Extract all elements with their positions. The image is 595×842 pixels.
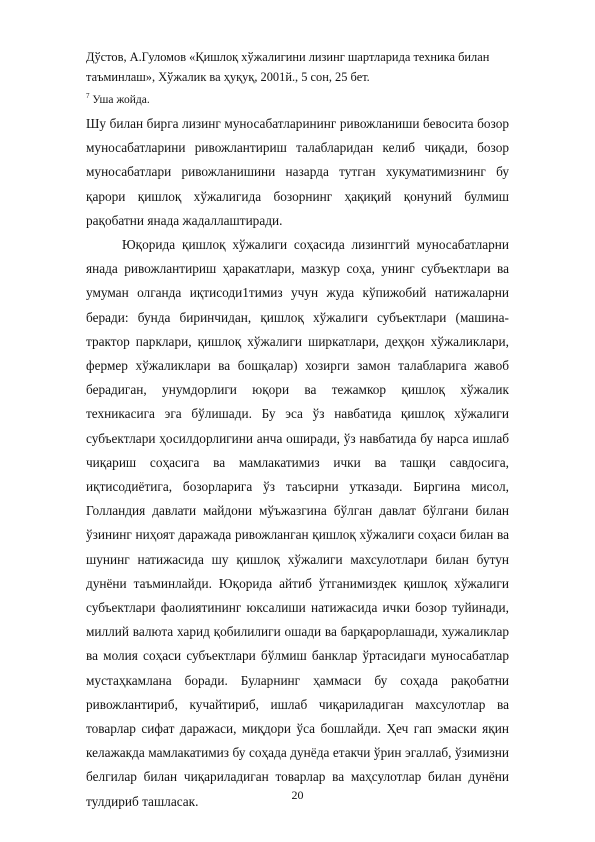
footnote-ibid (86, 91, 509, 110)
document-page (86, 47, 509, 814)
footnote-ibid-text: Уша жойда. (92, 94, 150, 106)
footnote-source-line-2: таъминлаш», Хўжалик ва ҳуқуқ, 2001й., 5 сон, 25 бет. (86, 70, 370, 84)
page-number: 20 (291, 788, 304, 802)
body-paragraph-1: Шу билан бирга лизинг муносабатларининг ривожланиши бевосита бозор муносабатларини ривожлантириш талабларидан келиб чиқади, бозор муносабатлари ривожланишини назарда тутган хукуматимизнинг бу қарори қишлоқ хўжалигида бозорнинг ҳақиқий қонуний булмиш рақобатни янада жадаллаштиради. (86, 116, 509, 228)
footnote-source-line-1: Дўстов, А.Гуломов «Қишлоқ хўжалигини лизинг шартларида техника билан (86, 50, 490, 64)
footnote-marker: 7 (86, 92, 90, 101)
body-paragraph-2: Юқорида қишлоқ хўжалиги соҳасида лизинггий муносабатларни янада ривожлантириш ҳаракатлари, мазкур соҳа, унинг субъектлари ва умуман олганда иқтисоди1тимиз учун жуда кўпижобий натижаларни беради: бунда биринчидан, қишлоқ хўжалиги субъектлари (машина-трактор парклари, қишлоқ хўжалиги ширкатлари, деҳқон хўжаликлари, фермер хўжаликлари ва бошқалар) хозирги замон талабларига жавоб берадиган, унумдорлиги юқори ва тежамкор қишлоқ хўжалик техникасига эга бўлишади. Бу эса ўз навбатида қишлоқ хўжалиги субъектлари ҳосилдорлигини анча оширади, ўз навбатида бу нарса ишлаб чиқариш соҳасига ва мамлакатимиз ички ва ташқи савдосига, иқтисодиётига, бозорларига ўз таъсирни утказади. Биргина мисол, Голландия давлати майдони мўъжазгина бўлган давлат бўлгани билан ўзининг ниҳоят даражада ривожланган қишлоқ хўжалиги соҳаси билан ва шунинг натижасида шу қишлоқ хўжалиги махсулотлари билан бутун дунёни таъминлайди. Юқорида айтиб ўтганимиздек қишлоқ хўжалиги субъектлари фаолиятининг юксалиши натижасида ички бозор туйинади, миллий валюта харид қобилилиги ошади ва барқарорлашади, хужаликлар ва молия соҳаси субъектлари бўлмиш банклар ўртасидаги муносабатлар мустаҳкамлана боради. Буларнинг ҳаммаси бу соҳада рақобатни ривожлантириб, кучайтириб, ишлаб чиқариладиган махсулотлар ва товарлар сифат даражаси, миқдори ўса бошлайди. Ҳеч гап эмаски яқин келажакда мамлакатимиз бу соҳада дунёда етакчи ўрин эгаллаб, ўзимизни белгилар билан чиқариладиган товарлар ва маҳсулотлар билан дунёни тулдириб ташласак. (86, 237, 509, 809)
